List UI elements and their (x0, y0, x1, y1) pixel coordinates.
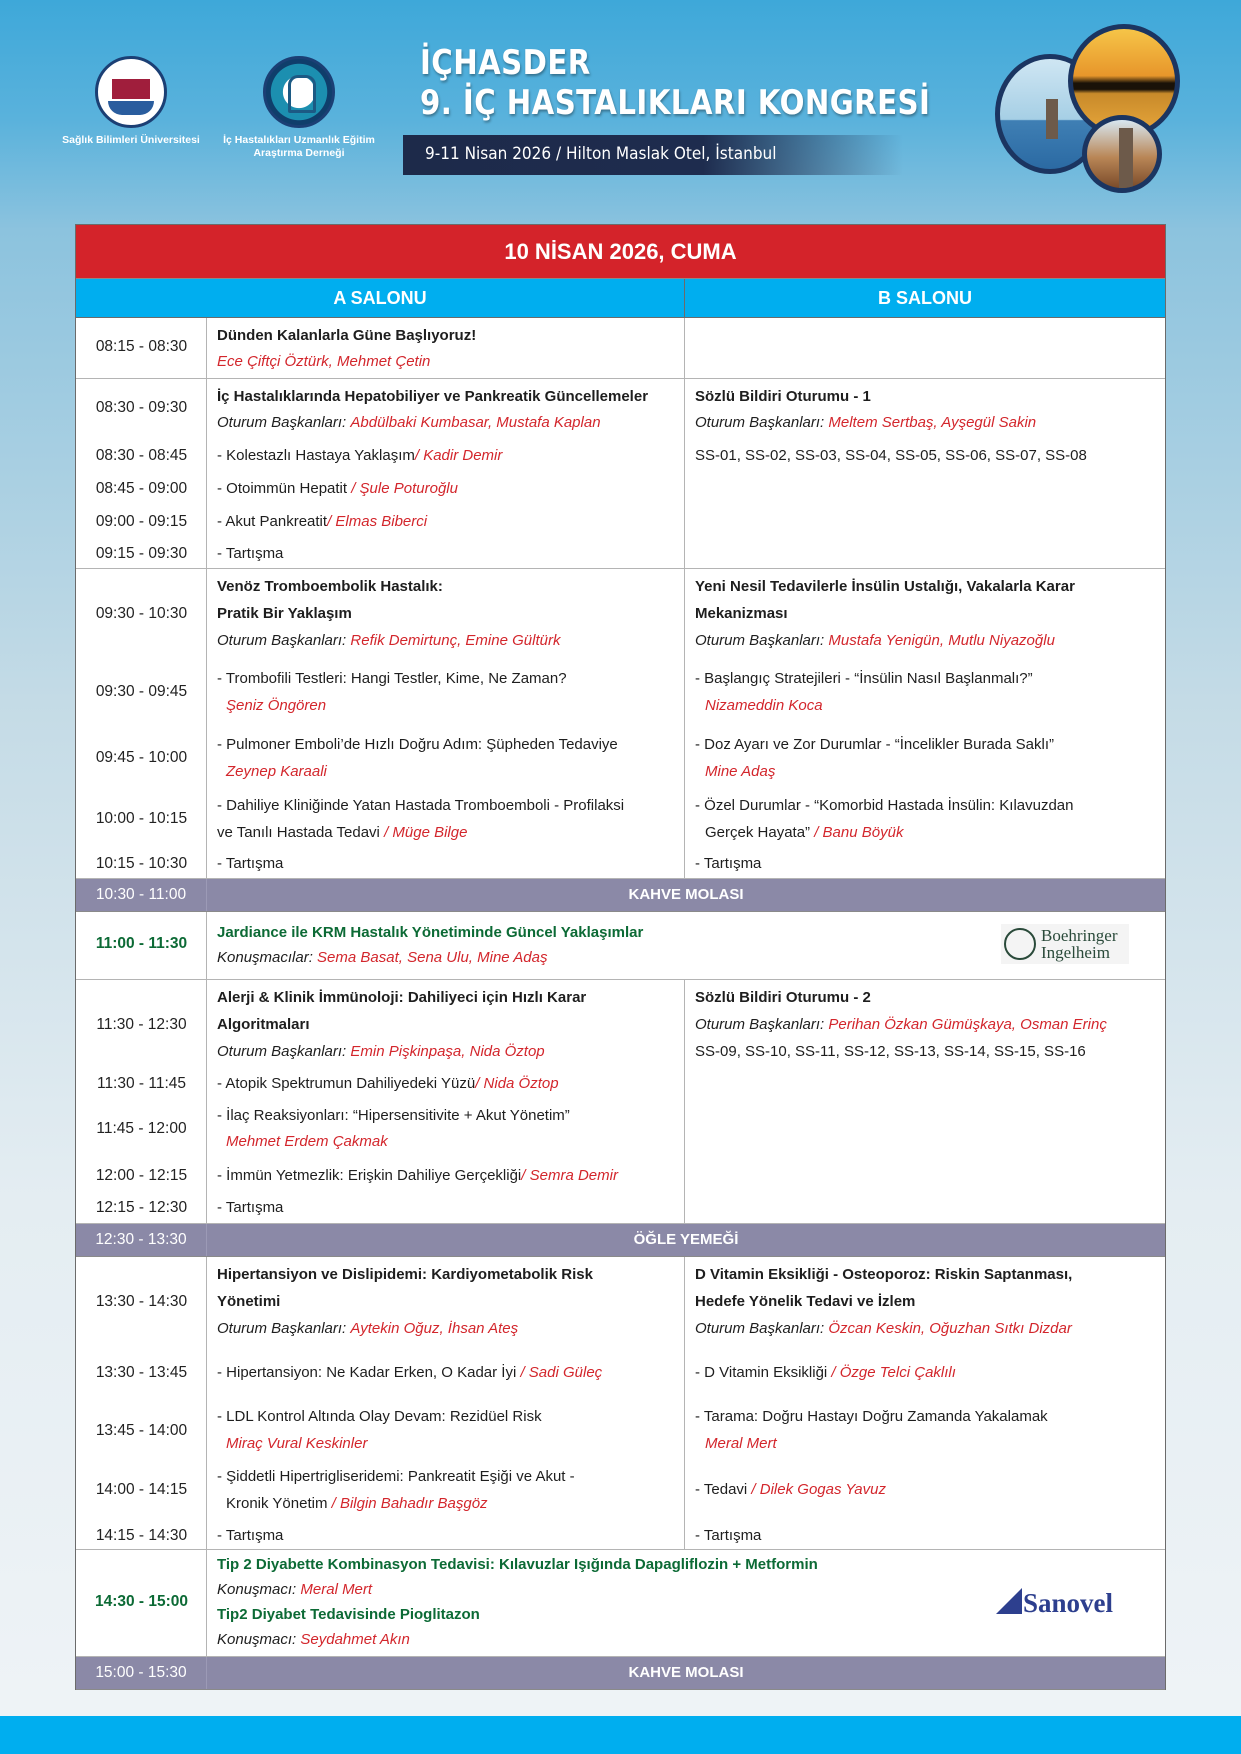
chairs-label: Oturum Başkanları: (217, 1043, 347, 1060)
ichasder-logo-label-1: İç Hastalıkları Uzmanlık Eğitim (223, 134, 375, 146)
chairs-label: Oturum Başkanları: (695, 1016, 825, 1033)
talk-b-title: - Tedavi (695, 1481, 748, 1498)
session-title: Dünden Kalanlarla Güne Başlıyoruz! (217, 327, 477, 344)
talk-a-title: - LDL Kontrol Altında Olay Devam: Rezidüel Risk (217, 1408, 542, 1425)
satellite-title-2: Tip2 Diyabet Tedavisinde Pioglitazon (217, 1606, 480, 1623)
satellite-speaker-1: Meral Mert (300, 1581, 373, 1598)
session-a-title: İç Hastalıklarında Hepatobiliyer ve Pankreatik Güncellemeler (217, 388, 649, 405)
talk-title: - İlaç Reaksiyonları: “Hipersensitivite + Akut Yönetim” (217, 1107, 570, 1124)
talk: - Akut Pankreatit/ Elmas Biberci (217, 513, 428, 530)
date-venue-band (403, 135, 903, 175)
talk-time: 10:00 - 10:15 (95, 810, 188, 827)
satellite-time: 14:30 - 15:00 (94, 1593, 189, 1610)
talk: - Atopik Spektrumun Dahiliyedeki Yüzü/ Nida Öztop (217, 1075, 559, 1092)
talk-speaker: Mehmet Erdem Çakmak (226, 1133, 388, 1150)
talk-a-title-2: ve Tanılı Hastada Tedavi (217, 824, 385, 841)
satellite-speakers: Sema Basat, Sena Ulu, Mine Adaş (317, 949, 548, 966)
talk-discussion: - Tartışma (217, 545, 284, 562)
congress-title-2: 9. İÇ HASTALIKLARI KONGRESİ (420, 83, 931, 123)
talk-time: 13:45 - 14:00 (95, 1422, 188, 1439)
satellite-speaker-2: Seydahmet Akın (300, 1631, 410, 1648)
session-time: 13:30 - 14:30 (95, 1293, 188, 1310)
sbu-logo-label: Sağlık Bilimleri Üniversitesi (62, 134, 200, 146)
talk: - Kolestazlı Hastaya Yaklaşım/ Kadir Demir (217, 447, 503, 464)
talk-b-discussion: - Tartışma (695, 855, 762, 872)
session-b-title: D Vitamin Eksikliği - Osteoporoz: Riskin Saptanması, (695, 1266, 1073, 1283)
session-a-title: Hipertansiyon ve Dislipidemi: Kardiyometabolik Risk (217, 1266, 593, 1283)
sanovel-logo: Sanovel (996, 1586, 1136, 1620)
talk-time: 12:15 - 12:30 (95, 1199, 188, 1216)
break-label: KAHVE MOLASI (628, 886, 744, 903)
talk-b-speaker: Meral Mert (705, 1435, 777, 1452)
session-b-chairs: Mustafa Yenigün, Mutlu Niyazoğlu (828, 632, 1055, 649)
chairs-label: Oturum Başkanları: (217, 414, 347, 431)
chairs-label: Oturum Başkanları: (217, 1320, 347, 1337)
boehringer-mark-icon (1004, 928, 1036, 960)
galata-tower-photo-icon (1082, 115, 1162, 193)
session-row-opening (76, 318, 1165, 379)
talk-a-speaker: / Sadi Güleç (520, 1364, 603, 1381)
session-a-title-2: Algoritmaları (217, 1016, 310, 1033)
footer-band (0, 1716, 1241, 1754)
session-b-title-2: Mekanizması (695, 605, 788, 622)
talk-a-speaker: Şeniz Öngören (226, 697, 327, 714)
session-a-title-2: Yönetimi (217, 1293, 281, 1310)
talk-time: 09:45 - 10:00 (95, 749, 188, 766)
talk-a-title: - Dahiliye Kliniğinde Yatan Hastada Tromboemboli - Profilaksi (217, 797, 625, 814)
talk-a-title: - Trombofili Testleri: Hangi Testler, Kime, Ne Zaman? (217, 670, 567, 687)
session-b-chairs: Meltem Sertbaş, Ayşegül Sakin (828, 414, 1037, 431)
salon-header-row (76, 279, 1165, 318)
talk-a-title-2: Kronik Yönetim (226, 1495, 328, 1512)
talk-time: 10:15 - 10:30 (95, 855, 188, 872)
talk-a-title: - Şiddetli Hipertrigliseridemi: Pankreatit Eşiği ve Akut - (217, 1468, 575, 1485)
session-speakers: Ece Çiftçi Öztürk, Mehmet Çetin (217, 353, 431, 370)
session-row-vte-insulin (76, 569, 1165, 879)
satellite-time: 11:00 - 11:30 (95, 935, 188, 952)
chairs-label: Oturum Başkanları: (695, 632, 825, 649)
session-time: 11:30 - 12:30 (96, 1016, 187, 1033)
talk-time: 11:45 - 12:00 (96, 1120, 187, 1137)
talk: - İmmün Yetmezlik: Erişkin Dahiliye Gerçekliği/ Semra Demir (217, 1167, 618, 1184)
salon-b-header: B SALONU (878, 288, 972, 308)
session-time: 08:30 - 09:30 (95, 399, 188, 416)
break-label: KAHVE MOLASI (628, 1664, 744, 1681)
talk-a-speaker: / Müge Bilge (384, 824, 468, 841)
speakers-label: Konuşmacılar: (217, 949, 313, 966)
talk-time: 11:30 - 11:45 (96, 1075, 187, 1092)
talk-b-title: - Tarama: Doğru Hastayı Doğru Zamanda Yakalamak (695, 1408, 1048, 1425)
coffee-break-row (76, 879, 1165, 912)
session-a-chairs: Refik Demirtunç, Emine Gültürk (350, 632, 561, 649)
speaker-label: Konuşmacı: (217, 1631, 297, 1648)
session-a-chairs: Abdülbaki Kumbasar, Mustafa Kaplan (350, 414, 601, 431)
session-b-papers: SS-01, SS-02, SS-03, SS-04, SS-05, SS-06, SS-07, SS-08 (695, 447, 1087, 464)
salon-a-header: A SALONU (76, 279, 685, 317)
session-a-title: Alerji & Klinik İmmünoloji: Dahiliyeci için Hızlı Karar (217, 989, 587, 1006)
talk-time: 14:00 - 14:15 (95, 1481, 188, 1498)
chairs-label: Oturum Başkanları: (695, 1320, 825, 1337)
congress-header (0, 0, 1241, 200)
talk-b-title: - Doz Ayarı ve Zor Durumlar - “İncelikler Burada Saklı” (695, 736, 1054, 753)
talk-b-title-2: Gerçek Hayata” (705, 824, 815, 841)
congress-title-1: İÇHASDER (420, 43, 591, 83)
talk-b-discussion: - Tartışma (695, 1527, 762, 1544)
talk-a-title: - Pulmoner Emboli’de Hızlı Doğru Adım: Şüpheden Tedaviye (217, 736, 618, 753)
talk-a-title: - Hipertansiyon: Ne Kadar Erken, O Kadar İyi (217, 1364, 521, 1381)
talk-time: 08:30 - 08:45 (95, 447, 188, 464)
coffee-break-row-2 (76, 1657, 1165, 1690)
session-row-cardiometabolic (76, 1257, 1165, 1550)
sanovel-triangle-icon (996, 1588, 1022, 1614)
session-time: 09:30 - 10:30 (95, 605, 188, 622)
talk-b-title: - D Vitamin Eksikliği (695, 1364, 832, 1381)
talk-time: 09:15 - 09:30 (95, 545, 188, 562)
talk-discussion: - Tartışma (217, 1199, 284, 1216)
talk-b-title: - Başlangıç Stratejileri - “İnsülin Nasıl Başlanmalı?” (695, 670, 1033, 687)
session-a-chairs: Aytekin Oğuz, İhsan Ateş (350, 1320, 519, 1337)
break-time: 10:30 - 11:00 (76, 879, 207, 911)
sbu-logo (56, 56, 206, 147)
association-seal-icon (263, 56, 335, 128)
talk-b-speaker: Mine Adaş (705, 763, 776, 780)
talk-a-speaker: Zeynep Karaali (226, 763, 327, 780)
talk-b-title: - Özel Durumlar - “Komorbid Hastada İnsülin: Kılavuzdan (695, 797, 1074, 814)
lunch-break-row (76, 1224, 1165, 1257)
session-row-hepatobiliary (76, 379, 1165, 569)
talk-time: 13:30 - 13:45 (95, 1364, 188, 1381)
session-a-chairs: Emin Pişkinpaşa, Nida Öztop (350, 1043, 545, 1060)
day-header: 10 NİSAN 2026, CUMA (76, 225, 1165, 279)
session-b-chairs: Özcan Keskin, Oğuzhan Sıtkı Dizdar (828, 1320, 1072, 1337)
session-b-title: Yeni Nesil Tedavilerle İnsülin Ustalığı, Vakalarla Karar (695, 578, 1075, 595)
satellite-title-1: Tip 2 Diyabette Kombinasyon Tedavisi: Kılavuzlar Işığında Dapagliflozin + Metformin (217, 1556, 818, 1573)
session-a-title: Venöz Tromboembolik Hastalık: (217, 578, 443, 595)
talk-b-speaker: / Dilek Gogas Yavuz (747, 1481, 886, 1498)
break-label: ÖĞLE YEMEĞİ (633, 1231, 739, 1248)
chairs-label: Oturum Başkanları: (217, 632, 347, 649)
session-b-papers: SS-09, SS-10, SS-11, SS-12, SS-13, SS-14, SS-15, SS-16 (695, 1043, 1086, 1060)
session-b-chairs: Perihan Özkan Gümüşkaya, Osman Erinç (828, 1016, 1107, 1033)
talk-b-speaker: / Banu Böyük (814, 824, 904, 841)
session-row-allergy (76, 980, 1165, 1224)
session-b-title-2: Hedefe Yönelik Tedavi ve İzlem (695, 1293, 916, 1310)
break-time: 15:00 - 15:30 (76, 1657, 207, 1689)
session-b-title: Sözlü Bildiri Oturumu - 1 (695, 388, 871, 405)
talk-time: 08:45 - 09:00 (95, 480, 188, 497)
talk-b-speaker: Nizameddin Koca (705, 697, 823, 714)
speaker-label: Konuşmacı: (217, 1581, 297, 1598)
talk-time: 14:15 - 14:30 (95, 1527, 188, 1544)
session-time: 08:15 - 08:30 (95, 338, 188, 355)
university-seal-icon (95, 56, 167, 128)
session-b-title: Sözlü Bildiri Oturumu - 2 (695, 989, 871, 1006)
talk-a-discussion: - Tartışma (217, 1527, 284, 1544)
chairs-label: Oturum Başkanları: (695, 414, 825, 431)
talk-time: 09:00 - 09:15 (95, 513, 188, 530)
talk-a-speaker: / Bilgin Bahadır Başgöz (327, 1495, 488, 1512)
satellite-title: Jardiance ile KRM Hastalık Yönetiminde Güncel Yaklaşımlar (217, 924, 644, 941)
talk-a-speaker: Miraç Vural Keskinler (226, 1435, 368, 1452)
talk: - Otoimmün Hepatit / Şule Poturoğlu (217, 480, 458, 497)
talk-b-speaker: / Özge Telci Çaklılı (831, 1364, 956, 1381)
break-time: 12:30 - 13:30 (76, 1224, 207, 1256)
ichasder-logo-label-2: Araştırma Derneği (253, 147, 345, 159)
talk-time: 12:00 - 12:15 (95, 1167, 188, 1184)
ichasder-logo (214, 56, 384, 160)
boehringer-ingelheim-logo: Boehringer Ingelheim (1001, 924, 1129, 964)
talk-a-discussion: - Tartışma (217, 855, 284, 872)
session-a-title-2: Pratik Bir Yaklaşım (217, 605, 352, 622)
talk-time: 09:30 - 09:45 (95, 683, 188, 700)
date-venue: 9-11 Nisan 2026 / Hilton Maslak Otel, İstanbul (425, 144, 777, 164)
